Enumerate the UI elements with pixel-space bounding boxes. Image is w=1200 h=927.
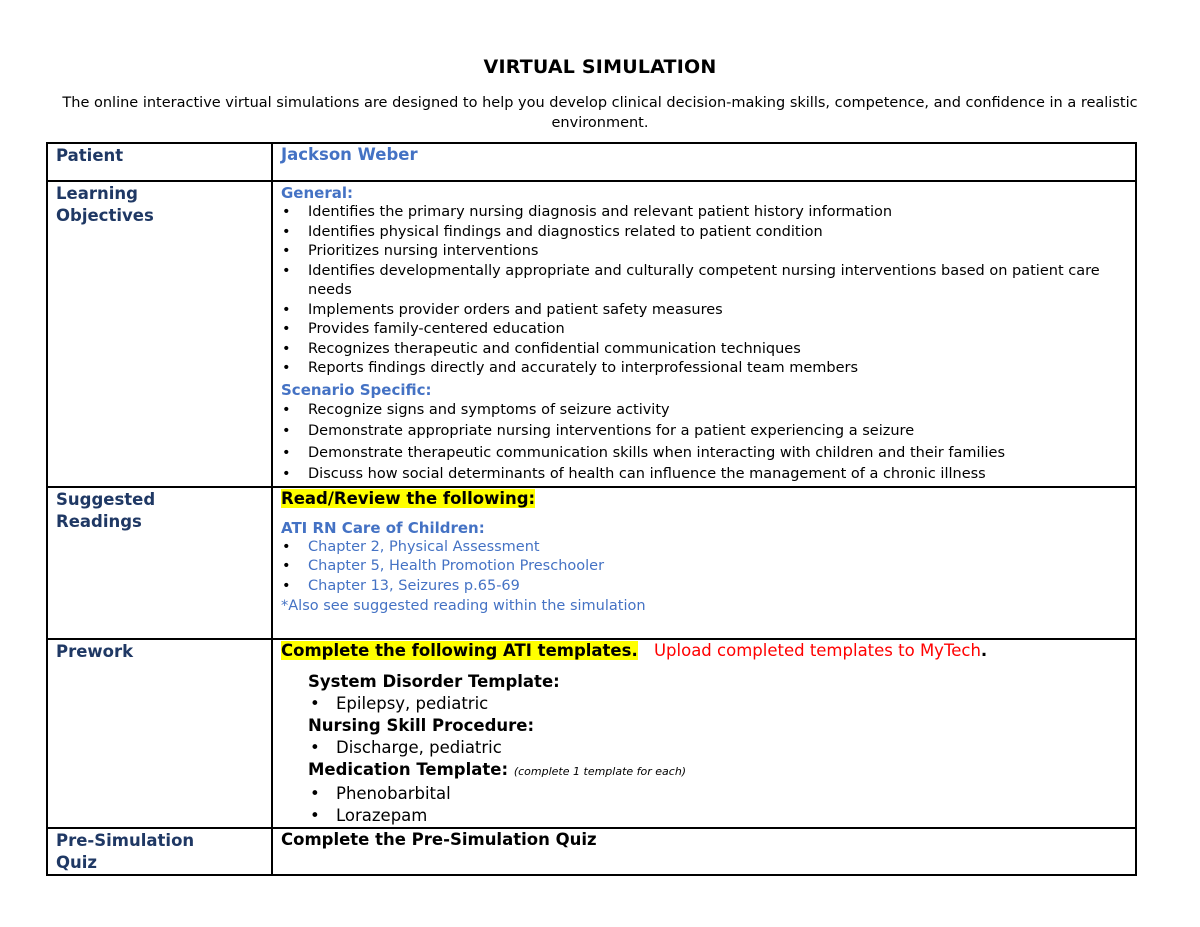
general-heading: General: (281, 184, 353, 202)
patient-cell (272, 143, 1136, 181)
quiz-text: Complete the Pre-Simulation Quiz (281, 829, 597, 849)
list-item: • Epilepsy, pediatric (281, 693, 1129, 715)
skill-heading: Nursing Skill Procedure: (308, 715, 535, 735)
list-item: • Implements provider orders and patient safety measures (281, 301, 1129, 321)
list-item: • Prioritizes nursing interventions (281, 242, 1129, 262)
readings-row (47, 487, 1136, 639)
patient-label: Patient (47, 143, 272, 181)
list-item: • Demonstrate therapeutic communication skills when interacting with children and their families (281, 443, 1129, 465)
document-title: VIRTUAL SIMULATION (483, 56, 717, 78)
chapters-list (281, 538, 1129, 597)
list-item: • Lorazepam (281, 805, 1129, 827)
patient-name: Jackson Weber (281, 145, 418, 164)
list-item: • Chapter 13, Seizures p.65-69 (281, 577, 1129, 597)
read-review-instruction: Read/Review the following: (281, 488, 536, 508)
system-disorder-heading: System Disorder Template: (308, 671, 560, 691)
list-item: • Recognize signs and symptoms of seizure activity (281, 400, 1129, 422)
list-item: • Discharge, pediatric (281, 737, 1129, 759)
templates-block (281, 671, 1129, 827)
prework-instruction: Complete the following ATI templates. (281, 640, 638, 660)
list-item: • Identifies developmentally appropriate and culturally competent nursing interventions based on patient care needs (281, 262, 1129, 301)
list-item: • Provides family-centered education (281, 320, 1129, 340)
quiz-cell (272, 828, 1136, 875)
list-item: • Identifies the primary nursing diagnosis and relevant patient history information (281, 203, 1129, 223)
medication-note: (complete 1 template for each) (513, 764, 687, 778)
scenario-objectives-list (281, 400, 1129, 486)
list-item: • Demonstrate appropriate nursing interventions for a patient experiencing a seizure (281, 421, 1129, 443)
medication-heading: Medication Template: (308, 759, 509, 779)
system-disorder-list (281, 693, 1129, 715)
book-title: ATI RN Care of Children: (281, 518, 485, 537)
prework-cell: Complete the following ATI templates. Upload completed templates to MyTech. System Disorder Template: • Epilepsy, pediatric Nursing Skill Procedure: • Discharge, pediatric Medication Template: (complete 1 template for each) • Phenobarbital • Lorazepam (272, 639, 1136, 828)
list-item: • Recognizes therapeutic and confidential communication techniques (281, 340, 1129, 360)
readings-cell (272, 487, 1136, 639)
quiz-label: Pre-Simulation Quiz (47, 828, 272, 875)
medication-heading-line (308, 759, 1129, 783)
quiz-row (47, 828, 1136, 875)
readings-note: *Also see suggested reading within the simulation (281, 598, 646, 614)
list-item: • Identifies physical findings and diagnostics related to patient condition (281, 223, 1129, 243)
general-objectives-list (281, 203, 1129, 379)
medication-list (281, 783, 1129, 827)
simulation-table (46, 142, 1137, 876)
list-item: • Discuss how social determinants of health can influence the management of a chronic illness (281, 464, 1129, 486)
objectives-cell (272, 181, 1136, 487)
list-item: • Chapter 5, Health Promotion Preschooler (281, 557, 1129, 577)
list-item: • Reports findings directly and accurately to interprofessional team members (281, 359, 1129, 379)
upload-instruction: Upload completed templates to MyTech (653, 640, 981, 660)
list-item: • Phenobarbital (281, 783, 1129, 805)
objectives-row (47, 181, 1136, 487)
intro-paragraph: The online interactive virtual simulations are designed to help you develop clinical decision-making skills, competence, and confidence in a realistic environment. (62, 95, 1138, 131)
objectives-label: Learning Objectives (47, 181, 272, 487)
patient-row (47, 143, 1136, 181)
prework-row (47, 639, 1136, 828)
scenario-heading: Scenario Specific: (281, 380, 432, 399)
skill-list (281, 737, 1129, 759)
list-item: • Chapter 2, Physical Assessment (281, 538, 1129, 558)
readings-label: Suggested Readings (47, 487, 272, 639)
prework-label: Prework (47, 639, 272, 828)
